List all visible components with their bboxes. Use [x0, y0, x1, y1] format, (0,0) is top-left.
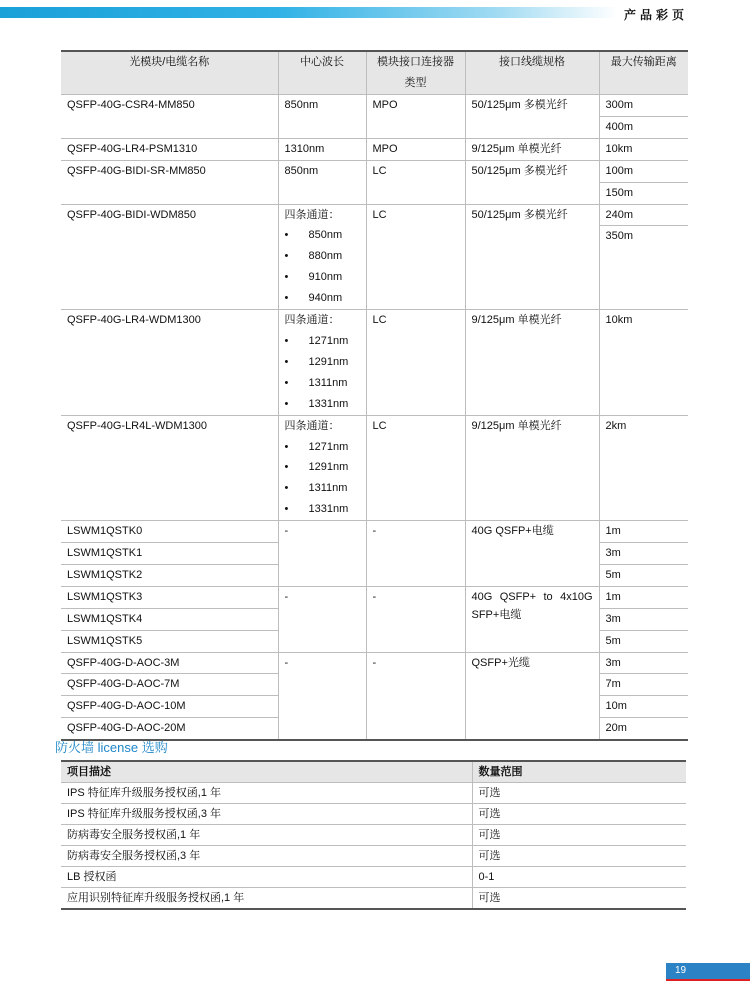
- distance: 5m: [599, 564, 688, 586]
- table-row: [61, 652, 688, 674]
- distance: 400m: [599, 116, 688, 138]
- header-gradient-bar: [0, 7, 618, 18]
- table-row: [61, 204, 688, 226]
- distance: 240m: [599, 204, 688, 226]
- cable-spec: 50/125μm 多模光纤: [465, 160, 599, 204]
- distance: 3m: [599, 543, 688, 565]
- cable-spec: 9/125μm 单模光纤: [465, 415, 599, 521]
- channels-title: 四条通道：: [284, 314, 340, 327]
- wavelength: 1310nm: [278, 138, 366, 160]
- connector: -: [366, 521, 465, 587]
- page-number: 19: [666, 963, 750, 979]
- table-row: [61, 521, 688, 543]
- module-name: QSFP-40G-CSR4-MM850: [61, 95, 278, 139]
- module-name: QSFP-40G-D-AOC-7M: [61, 674, 278, 696]
- table-row: [61, 586, 688, 608]
- channel-item: • 850nm: [285, 225, 360, 246]
- wavelength: -: [278, 521, 366, 587]
- license-quantity: 可选: [472, 783, 686, 804]
- channel-item: • 1331nm: [285, 394, 360, 415]
- license-quantity: 可选: [472, 846, 686, 867]
- license-table: [61, 760, 686, 910]
- module-name: LSWM1QSTK2: [61, 564, 278, 586]
- col-header-name: 光模块/电缆名称: [61, 51, 278, 95]
- license-quantity: 可选: [472, 825, 686, 846]
- channel-item: • 940nm: [285, 288, 360, 309]
- license-item: LB 授权函: [61, 867, 472, 888]
- channels-title: 四条通道：: [284, 208, 340, 221]
- distance: 10m: [599, 696, 688, 718]
- channels-title: 四条通道：: [284, 419, 340, 432]
- channel-item: • 1291nm: [285, 352, 360, 373]
- license-section-title: 防火墙 license 选购: [55, 740, 168, 755]
- channel-item: • 1311nm: [285, 478, 360, 499]
- cable-spec: 40G QSFP+电缆: [465, 521, 599, 587]
- wavelength-channels: [278, 310, 366, 416]
- module-name: QSFP-40G-D-AOC-20M: [61, 718, 278, 740]
- table-row: [61, 138, 688, 160]
- license-item: IPS 特征库升级服务授权函,3 年: [61, 804, 472, 825]
- table-header-row: [61, 51, 688, 95]
- col-header-quantity: 数量范围: [472, 761, 686, 783]
- channel-item: • 880nm: [285, 246, 360, 267]
- module-name: LSWM1QSTK3: [61, 586, 278, 608]
- table-row: [61, 825, 686, 846]
- table-header-row: [61, 761, 686, 783]
- table-row: [61, 415, 688, 521]
- table-row: [61, 804, 686, 825]
- license-quantity: 可选: [472, 804, 686, 825]
- distance: 10km: [599, 138, 688, 160]
- table-row: [61, 160, 688, 182]
- connector: MPO: [366, 95, 465, 139]
- table-row: [61, 888, 686, 910]
- distance: 5m: [599, 630, 688, 652]
- channel-item: • 1291nm: [285, 457, 360, 478]
- distance: 150m: [599, 182, 688, 204]
- module-name: QSFP-40G-BIDI-SR-MM850: [61, 160, 278, 204]
- connector: -: [366, 652, 465, 740]
- distance: 2km: [599, 415, 688, 521]
- connector: LC: [366, 204, 465, 310]
- distance: 20m: [599, 718, 688, 740]
- license-item: IPS 特征库升级服务授权函,1 年: [61, 783, 472, 804]
- distance: 3m: [599, 608, 688, 630]
- col-header-connector: [366, 51, 465, 95]
- distance: 1m: [599, 586, 688, 608]
- distance: 350m: [599, 226, 688, 310]
- distance: 100m: [599, 160, 688, 182]
- license-item: 防病毒安全服务授权函,3 年: [61, 846, 472, 867]
- table-row: [61, 310, 688, 416]
- connector: LC: [366, 160, 465, 204]
- cable-spec: 9/125μm 单模光纤: [465, 310, 599, 416]
- wavelength-channels: [278, 415, 366, 521]
- module-name: QSFP-40G-D-AOC-10M: [61, 696, 278, 718]
- cable-spec: 50/125μm 多模光纤: [465, 204, 599, 310]
- module-name: LSWM1QSTK1: [61, 543, 278, 565]
- license-item: 应用识别特征库升级服务授权函,1 年: [61, 888, 472, 910]
- table-row: [61, 867, 686, 888]
- col-header-connector-line2: 类型: [404, 77, 427, 89]
- connector: MPO: [366, 138, 465, 160]
- table-row: [61, 846, 686, 867]
- wavelength-channels: [278, 204, 366, 310]
- license-item: 防病毒安全服务授权函,1 年: [61, 825, 472, 846]
- wavelength: -: [278, 652, 366, 740]
- module-name: LSWM1QSTK4: [61, 608, 278, 630]
- cable-spec: QSFP+光缆: [465, 652, 599, 740]
- connector: LC: [366, 310, 465, 416]
- cable-spec: 50/125μm 多模光纤: [465, 95, 599, 139]
- col-header-item: 项目描述: [61, 761, 472, 783]
- distance: 7m: [599, 674, 688, 696]
- module-name: QSFP-40G-LR4L-WDM1300: [61, 415, 278, 521]
- page-number-underline: [666, 979, 750, 981]
- module-name: QSFP-40G-LR4-WDM1300: [61, 310, 278, 416]
- header-title: 产品彩页: [623, 8, 688, 22]
- channel-item: • 1271nm: [285, 437, 360, 458]
- cable-spec: 40G QSFP+ to 4x10G SFP+电缆: [465, 586, 599, 652]
- table-row: [61, 95, 688, 117]
- table-row: [61, 783, 686, 804]
- license-quantity: 0-1: [472, 867, 686, 888]
- license-quantity: 可选: [472, 888, 686, 910]
- wavelength: -: [278, 586, 366, 652]
- module-name: QSFP-40G-BIDI-WDM850: [61, 204, 278, 310]
- cable-spec: 9/125μm 单模光纤: [465, 138, 599, 160]
- channel-item: • 1331nm: [285, 499, 360, 520]
- col-header-wavelength: 中心波长: [278, 51, 366, 95]
- transceiver-table: [61, 50, 688, 741]
- module-name: QSFP-40G-D-AOC-3M: [61, 652, 278, 674]
- module-name: LSWM1QSTK0: [61, 521, 278, 543]
- module-name: LSWM1QSTK5: [61, 630, 278, 652]
- connector: LC: [366, 415, 465, 521]
- wavelength: 850nm: [278, 95, 366, 139]
- distance: 10km: [599, 310, 688, 416]
- channel-item: • 1271nm: [285, 331, 360, 352]
- module-name: QSFP-40G-LR4-PSM1310: [61, 138, 278, 160]
- distance: 1m: [599, 521, 688, 543]
- connector: -: [366, 586, 465, 652]
- col-header-connector-line1: 模块接口连接器: [377, 56, 454, 68]
- col-header-cable: 接口线缆规格: [465, 51, 599, 95]
- channel-item: • 1311nm: [285, 373, 360, 394]
- wavelength: 850nm: [278, 160, 366, 204]
- col-header-distance: 最大传输距离: [599, 51, 688, 95]
- channel-item: • 910nm: [285, 267, 360, 288]
- distance: 3m: [599, 652, 688, 674]
- distance: 300m: [599, 95, 688, 117]
